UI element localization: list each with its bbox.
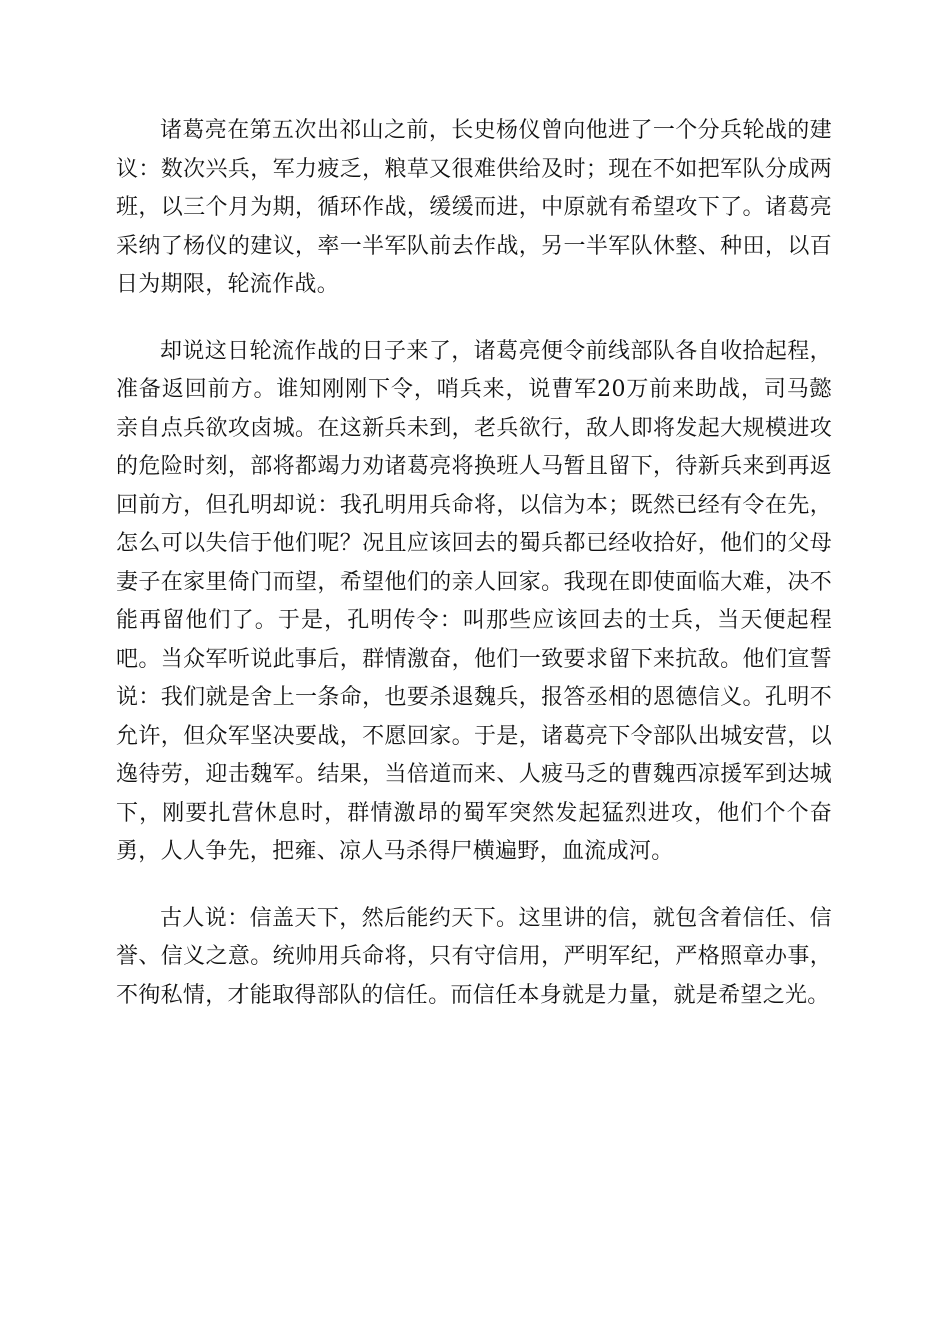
- paragraph-2: 却说这日轮流作战的日子来了，诸葛亮便令前线部队各自收拾起程，准备返回前方。谁知刚刚下令，哨兵来，说曹军20万前来助战，司马懿亲自点兵欲攻卤城。在这新兵未到，老兵欲行，敌人即将发起大规模进攻的危险时刻，部将都竭力劝诸葛亮将换班人马暂且留下，待新兵来到再返回前方，但孔明却说：我孔明用兵命将，以信为本；既然已经有令在先，怎么可以失信于他们呢？况且应该回去的蜀兵都已经收拾好，他们的父母妻子在家里倚门而望，希望他们的亲人回家。我现在即使面临大难，决不能再留他们了。于是，孔明传令：叫那些应该回去的士兵，当天便起程吧。当众军听说此事后，群情激奋，他们一致要求留下来抗敌。他们宣誓说：我们就是舍上一条命，也要杀退魏兵，报答丞相的恩德信义。孔明不允许，但众军坚决要战，不愿回家。于是，诸葛亮下令部队出城安营，以逸待劳，迎击魏军。结果，当倍道而来、人疲马乏的曹魏西凉援军到达城下，刚要扎营休息时，群情激昂的蜀军突然发起猛烈进攻，他们个个奋勇，人人争先，把雍、凉人马杀得尸横遍野，血流成河。: [116, 338, 832, 864]
- document-body: [116, 112, 832, 1043]
- paragraph-3: 古人说：信盖天下，然后能约天下。这里讲的信，就包含着信任、信誉、信义之意。统帅用兵命将，只有守信用，严明军纪，严格照章办事，不徇私情，才能取得部队的信任。而信任本身就是力量，就是希望之光。: [116, 905, 832, 1008]
- paragraph-1: 诸葛亮在第五次出祁山之前，长史杨仪曾向他进了一个分兵轮战的建议：数次兴兵，军力疲乏，粮草又很难供给及时；现在不如把军队分成两班，以三个月为期，循环作战，缓缓而进，中原就有希望攻下了。诸葛亮采纳了杨仪的建议，率一半军队前去作战，另一半军队休整、种田，以百日为期限，轮流作战。: [116, 118, 832, 297]
